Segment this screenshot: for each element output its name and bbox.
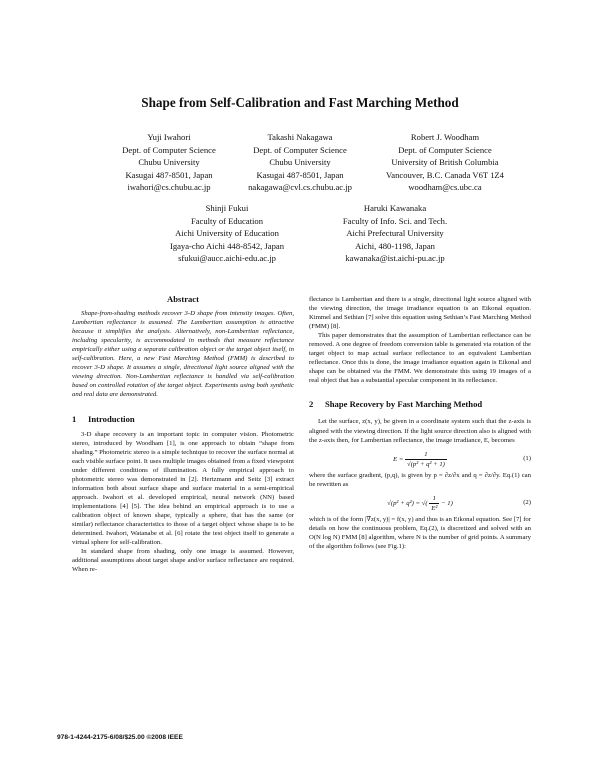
body-paragraph: Let the surface, z(x, y), be given in a coordinate system such that the z-axis is aligned with the viewing direction. If the light source direction also is aligned with the z-axis then, for Lambertian reflectance, the image irradiance, E, becomes bbox=[309, 418, 531, 444]
author-org: Chubu University bbox=[138, 157, 200, 168]
author-org: Chubu University bbox=[269, 157, 331, 168]
equation-lhs: E = bbox=[393, 455, 404, 463]
left-column bbox=[72, 295, 294, 574]
intro-paragraph: In standard shape from shading, only one image is assumed. However, additional assumptions about target shape and/or surface reflectance are required. When re- bbox=[72, 548, 294, 574]
author-block bbox=[310, 202, 480, 265]
author-name: Yuji Iwahori bbox=[147, 132, 191, 142]
author-block bbox=[142, 202, 312, 265]
paper-title: Shape from Self-Calibration and Fast Marching Method bbox=[141, 95, 459, 110]
author-dept: Dept. of Computer Science bbox=[253, 144, 347, 155]
body-paragraph: This paper demonstrates that the assumption of Lambertian reflectance can be removed. A one degree of freedom conversion table is generated via rotation of the target object to map actual surface reflectance to an equivalent Lambertian reflectance. Once this is done, the image irradiance equation again is Eikonal and shape can be obtained via the FMM. We demonstrate this using 19 images of a real object that has a substantial specular component in its reflectance. bbox=[309, 332, 531, 385]
section-heading-fmm bbox=[309, 399, 531, 410]
author-org: Aichi University of Education bbox=[175, 228, 279, 239]
equation-fraction bbox=[405, 450, 447, 469]
equation-1 bbox=[309, 445, 531, 471]
author-address: Vancouver, B.C. Canada V6T 1Z4 bbox=[386, 169, 504, 180]
author-email: iwahori@cs.chubu.ac.jp bbox=[127, 182, 211, 193]
author-email: woodham@cs.ubc.ca bbox=[408, 182, 482, 193]
equation-2 bbox=[309, 489, 531, 515]
section-heading-introduction bbox=[72, 414, 294, 425]
abstract-text: Shape-from-shading methods recover 3-D shape from intensity images. Often, Lambertian reflectance is assumed. The Lambertian assumption is attractive because it simplifies the analysis. Alternatively, non-Lambertian reflectance, including specularity, is accommodated in methods that measure reflectance empirically either using a separate calibration object or the target object itself, in self-calibration. Here, a new Fast Marching Method (FMM) is described to recover 3-D shape. It assumes a single, directional light source aligned with the viewing direction. Non-Lambertian reflectance is handled via self-calibration based on controlled rotation of the target object. Experiments using both synthetic and real data are demonstrated. bbox=[72, 310, 294, 399]
author-dept: Dept. of Computer Science bbox=[122, 144, 216, 155]
equation-number: (1) bbox=[523, 454, 531, 462]
author-dept: Faculty of Info. Sci. and Tech. bbox=[342, 215, 448, 226]
author-dept: Faculty of Education bbox=[190, 215, 264, 226]
author-name: Haruki Kawanaka bbox=[363, 203, 427, 213]
section-number: 2 bbox=[309, 399, 314, 410]
body-paragraph: flectance is Lambertian and there is a single, directional light source aligned with the viewing direction, the image irradiance equation is an Eikonal equation. Kimmel and Sethian [7] solve this equation using Sethian’s Fast Marching Method (FMM) [8]. bbox=[309, 296, 531, 331]
equation-lhs: √(p² + q²) = √( bbox=[387, 499, 428, 507]
author-address: Igaya-cho Aichi 448-8542, Japan bbox=[169, 240, 285, 251]
section-title: Shape Recovery by Fast Marching Method bbox=[325, 399, 483, 410]
equation-rhs: − 1) bbox=[441, 499, 453, 507]
author-org: Aichi Prefectural University bbox=[346, 228, 444, 239]
right-column bbox=[309, 295, 531, 551]
fraction-numerator: 1 bbox=[405, 450, 447, 460]
fraction-denominator: E² bbox=[431, 504, 438, 512]
author-address: Aichi, 480-1198, Japan bbox=[355, 240, 435, 251]
author-email: sfukui@aucc.aichi-edu.ac.jp bbox=[178, 253, 276, 264]
section-title: Introduction bbox=[88, 413, 135, 424]
intro-paragraph: 3-D shape recovery is an important topic in computer vision. Photometric stereo, introduced by Woodham [1], is one approach to obtain “shape from shading.” Photometric stereo is a simple technique to recover the surface normal at each visible surface point. It uses multiple images obtained from a fixed viewpoint under different conditions of illumination. A fully empirical approach to photometric stereo was demonstrated in [2]. Hertzmann and Seitz [3] extract information both about surface shape and surface material in a semi-empirical approach. Iwahori et al. developed empirical, neural network (NN) based implementations [4] [5]. The idea behind an empirical approach is to use a calibration object of known shape, typically a sphere, that has the same (or similar) reflectance characteristics to those of a target object whose shape is to be determined. Iwahori, Watanabe et al. [6] rotate the test object itself to generate a virtual sphere for self-calibration. bbox=[72, 430, 294, 547]
author-org: University of British Columbia bbox=[391, 157, 499, 168]
equation-fraction bbox=[429, 494, 439, 513]
equation-number: (2) bbox=[523, 498, 531, 506]
author-name: Robert J. Woodham bbox=[410, 132, 480, 142]
abstract-heading: Abstract bbox=[167, 294, 199, 304]
copyright-footer: 978-1-4244-2175-6/08/$25.00 ©2008 IEEE bbox=[57, 734, 183, 741]
author-email: nakagawa@cvl.cs.chubu.ac.jp bbox=[248, 182, 352, 193]
author-name: Shinji Fukui bbox=[205, 203, 249, 213]
section-number: 1 bbox=[72, 413, 77, 424]
author-address: Kasugai 487-8501, Japan bbox=[256, 169, 344, 180]
fraction-denominator: √(p² + q² + 1) bbox=[407, 460, 445, 468]
author-address: Kasugai 487-8501, Japan bbox=[125, 169, 213, 180]
fraction-numerator: 1 bbox=[429, 494, 439, 504]
body-paragraph: which is of the form |∇z(x, y)| = f(x, y) and thus is an Eikonal equation. See [7] for details on how the continuous problem, Eq.(2), is discretized and solved with an O(N log N) FMM [8] algorithm, where N is the number of grid points. A summary of the algorithm follows (see Fig.1): bbox=[309, 515, 531, 550]
author-name: Takashi Nakagawa bbox=[267, 132, 333, 142]
author-email: kawanaka@ist.aichi-pu.ac.jp bbox=[345, 253, 445, 264]
author-block bbox=[355, 131, 535, 194]
body-paragraph: where the surface gradient, (p,q), is given by p = ∂z/∂x and q = ∂z/∂y. Eq.(1) can be rewritten as bbox=[309, 471, 531, 488]
author-dept: Dept. of Computer Science bbox=[398, 144, 492, 155]
